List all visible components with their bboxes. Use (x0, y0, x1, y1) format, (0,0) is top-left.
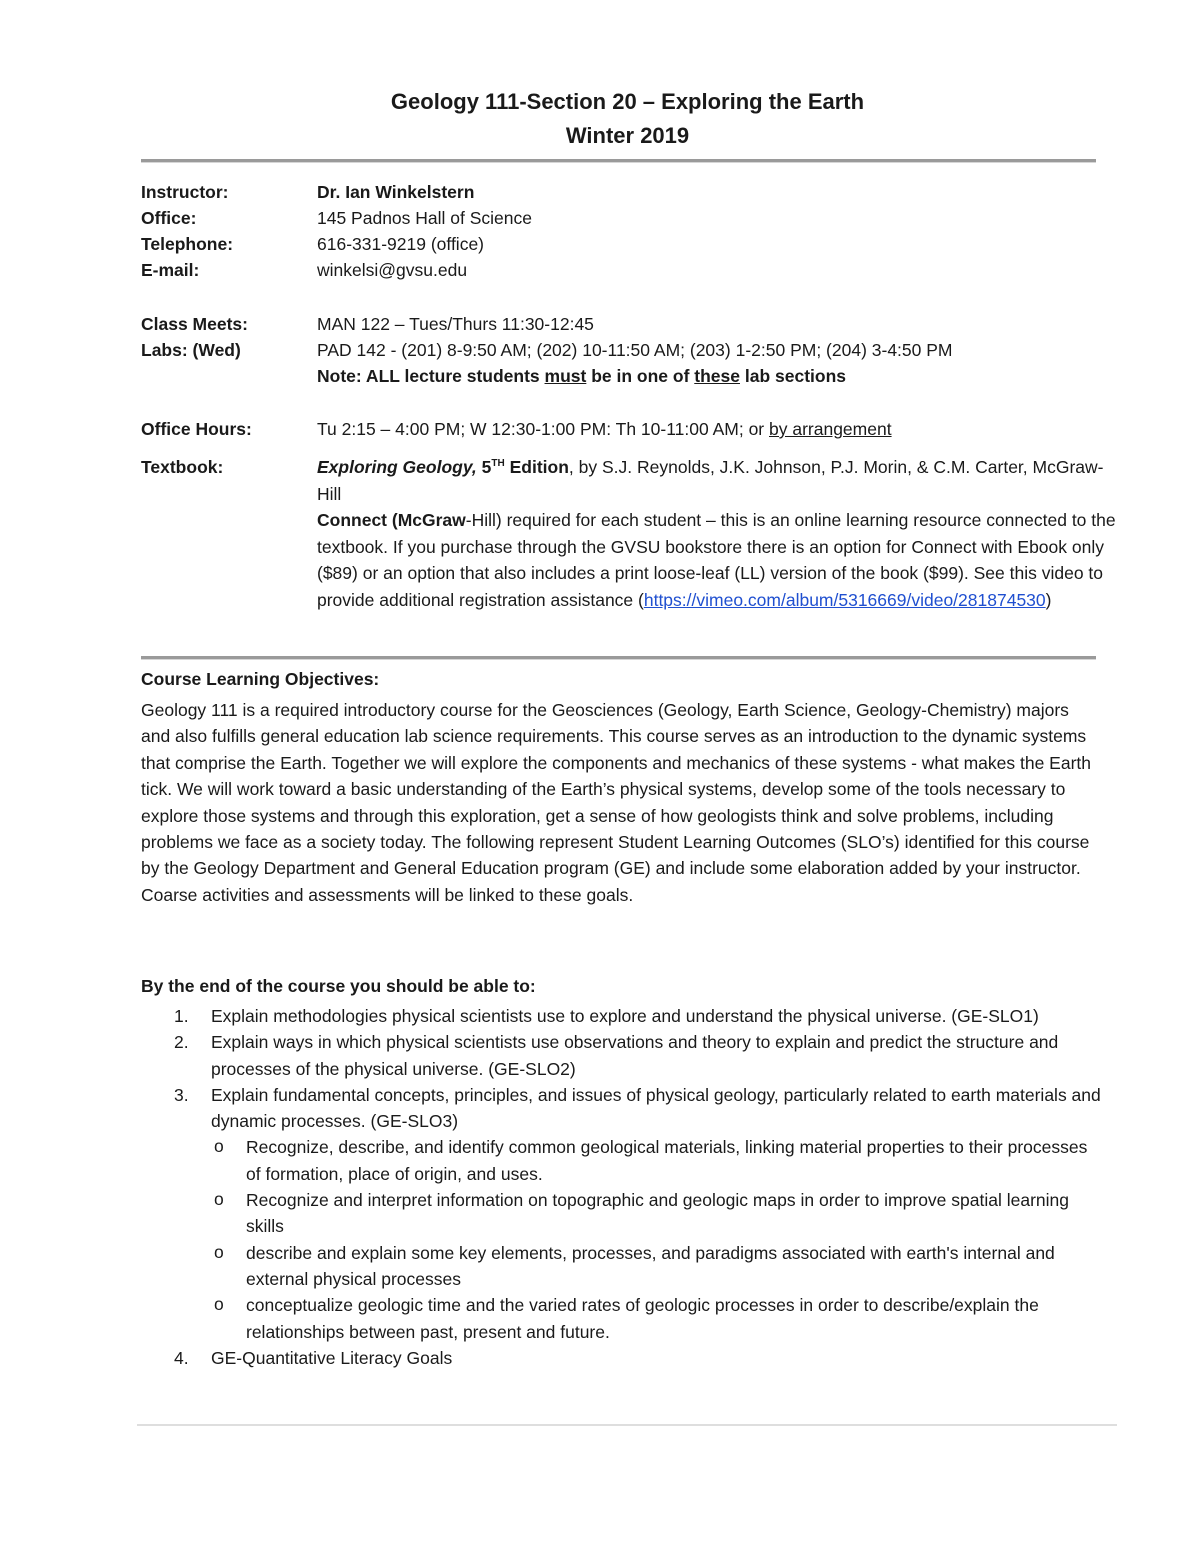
email-value[interactable]: winkelsi@gvsu.edu (317, 260, 468, 280)
vimeo-link[interactable]: https://vimeo.com/album/5316669/video/281874530 (643, 589, 1046, 610)
telephone-value: 616-331-9219 (office) (317, 234, 485, 254)
spacer (141, 389, 1121, 416)
lab-note-row (141, 363, 1121, 389)
list-number: 4. (174, 1347, 189, 1368)
class-meets-label: Class Meets: (141, 314, 248, 334)
instructor-label: Instructor: (141, 182, 229, 202)
sub-list-item (211, 1187, 1101, 1240)
textbook-edition: Edition (504, 457, 569, 477)
lab-note-must: must (544, 366, 587, 386)
list-number: 1. (174, 1006, 189, 1026)
labs-label: Labs: (Wed) (141, 340, 241, 360)
connect-description: -Hill) required for each student – this is an online learning resource connected to the textbook. If you purchase through the GVSU bookstore there is an option for Connect with Ebook only ($89) or an option that also includes a print loose-leaf (LL) version of the book ($99). See this video to provide additional registration assistance ( (317, 510, 1116, 610)
list-item (141, 1003, 1101, 1029)
bullet-icon: o (214, 1241, 224, 1262)
class-meets-row (141, 311, 1121, 337)
textbook-edition-number: 5 (476, 457, 492, 477)
list-item (141, 1029, 1101, 1082)
objectives-list (141, 1003, 1101, 1371)
office-hours-value (317, 416, 892, 442)
bullet-icon: o (214, 1189, 224, 1210)
email-label: E-mail: (141, 260, 200, 280)
sub-item-text: Recognize and interpret information on topographic and geologic maps in order to improve spatial learning skills (246, 1190, 1069, 1237)
lab-note (317, 363, 846, 389)
instructor-name: Dr. Ian Winkelstern (317, 182, 475, 202)
instructor-row (141, 179, 1121, 205)
textbook-label: Textbook: (141, 457, 224, 477)
lab-note-these: these (694, 366, 740, 386)
bullet-icon: o (214, 1136, 224, 1157)
connect-label: Connect (McGraw (317, 510, 466, 531)
course-info (141, 179, 1121, 614)
list-heading: By the end of the course you should be able to: (141, 976, 536, 996)
list-item-text: Explain methodologies physical scientists use to explore and understand the physical universe. (GE-SLO1) (211, 1006, 1039, 1026)
page-bottom-divider (137, 1424, 1117, 1426)
list-item-text: GE-Quantitative Literacy Goals (211, 1347, 453, 1368)
office-hours-label: Office Hours: (141, 419, 252, 439)
objectives-paragraph: Geology 111 is a required introductory course for the Geosciences (Geology, Earth Science, Geology-Chemistry) majors and also fulfills general education lab science requirements. This course serves as an introduction to the dynamic systems that comprise the Earth. Together we will explore the components and mechanics of these systems - what makes the Earth tick. We will work toward a basic understanding of the Earth’s physical systems, develop some of the tools necessary to explore those systems and through this exploration, get a sense of how geologists think and solve problems, including problems we face as a society today. The following represent Student Learning Outcomes (SLO’s) identified for this course by the Geology Department and General Education program (GE) and include some elaboration added by your instructor. Coarse activities and assessments will be linked to these goals. (141, 700, 1092, 905)
connect-end: ) (1045, 589, 1052, 610)
sub-item-text: Recognize, describe, and identify common geological materials, linking material properties to their processes of formation, place of origin, and uses. (246, 1137, 1088, 1184)
lab-note-part: lab sections (739, 366, 846, 386)
list-number: 2. (174, 1032, 189, 1053)
labs-value: PAD 142 - (201) 8-9:50 AM; (202) 10-11:50 AM; (203) 1-2:50 PM; (204) 3-4:50 PM (317, 340, 953, 360)
list-item (141, 1345, 1101, 1371)
lab-note-part: Note: ALL lecture students (317, 366, 545, 386)
sub-list-item (211, 1292, 1101, 1345)
list-item-text: Explain ways in which physical scientists use observations and theory to explain and predict the structure and processes of the physical universe. (GE-SLO2) (211, 1032, 1059, 1079)
telephone-row (141, 231, 1121, 257)
textbook-authors: , by S.J. Reynolds, J.K. Johnson, P.J. Morin, & C.M. Carter, McGraw-Hill (317, 457, 1104, 504)
office-value: 145 Padnos Hall of Science (317, 208, 532, 228)
header-divider (141, 159, 1096, 163)
lab-note-part: be in one of (586, 366, 695, 386)
by-arrangement: by arrangement (769, 419, 892, 439)
list-number: 3. (174, 1084, 189, 1105)
spacer (141, 283, 1121, 311)
objectives-heading: Course Learning Objectives: (141, 669, 380, 689)
course-term: Winter 2019 (565, 123, 690, 148)
list-item (141, 1082, 1101, 1345)
list-item-text: Explain fundamental concepts, principles, and issues of physical geology, particularly related to earth materials and dynamic processes. (GE-SLO3) (211, 1084, 1101, 1132)
textbook-edition-sup: TH (491, 458, 505, 470)
office-hours-text: Tu 2:15 – 4:00 PM; W 12:30-1:00 PM: Th 10-11:00 AM; or (317, 419, 769, 439)
sub-item-text: conceptualize geologic time and the varied rates of geologic processes in order to describe/explain the relationships between past, present and future. (246, 1295, 1039, 1342)
labs-row (141, 337, 1121, 363)
textbook-row (141, 454, 1121, 614)
course-title: Geology 111-Section 20 – Exploring the Earth (390, 89, 865, 114)
sub-item-text: describe and explain some key elements, processes, and paradigms associated with earth's internal and external physical processes (246, 1242, 1055, 1289)
telephone-label: Telephone: (141, 234, 234, 254)
textbook-title: Exploring Geology, (317, 457, 477, 477)
sub-list (211, 1134, 1101, 1344)
office-label: Office: (141, 208, 197, 228)
office-row (141, 205, 1121, 231)
spacer (141, 442, 1121, 454)
bullet-icon: o (214, 1294, 224, 1315)
sub-list-item (211, 1240, 1101, 1293)
office-hours-row (141, 416, 1121, 442)
email-row (141, 257, 1121, 283)
class-meets-value: MAN 122 – Tues/Thurs 11:30-12:45 (317, 314, 594, 334)
textbook-value (317, 454, 1117, 614)
section-divider (141, 656, 1096, 660)
sub-list-item (211, 1134, 1101, 1187)
